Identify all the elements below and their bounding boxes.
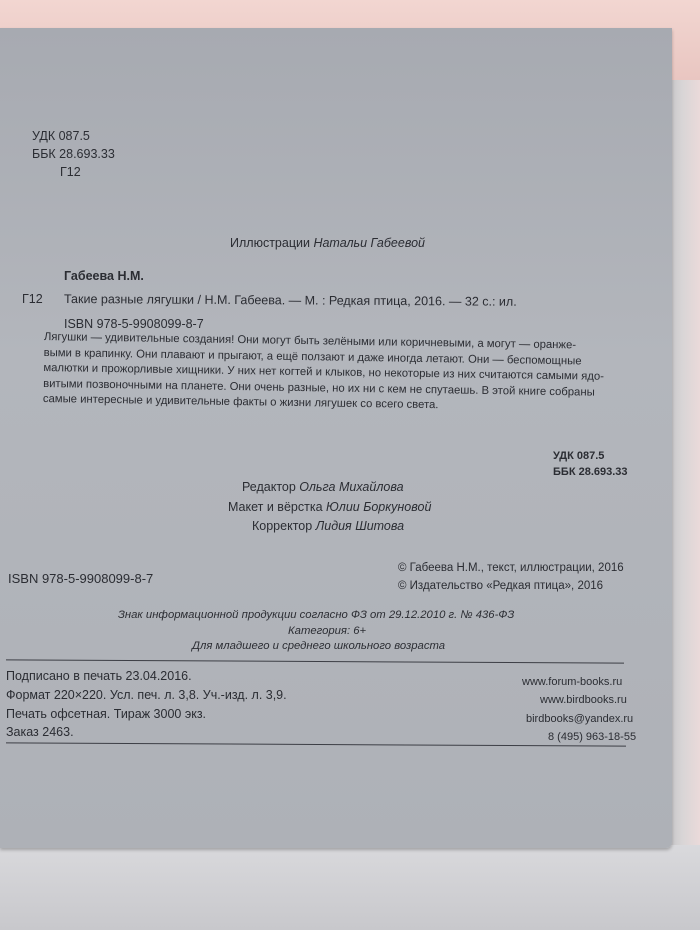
proofreader-name: Лидия Шитова xyxy=(315,519,405,533)
contact-website: www.birdbooks.ru xyxy=(540,694,627,706)
divider-top xyxy=(6,659,624,663)
layout-role: Макет и вёрстка xyxy=(228,500,323,514)
imprint-line: Формат 220×220. Усл. печ. л. 3,8. Уч.-изд. л. 3,9. xyxy=(6,688,287,702)
proofreader-role: Корректор xyxy=(252,519,313,533)
copyright-line: © Габеева Н.М., текст, иллюстрации, 2016 xyxy=(398,562,624,574)
divider-bottom xyxy=(6,742,626,746)
author-mark: Г12 xyxy=(60,165,81,179)
bibliographic-record: Такие разные лягушки / Н.М. Габеева. — М. : Редкая птица, 2016. — 32 с.: ил. xyxy=(63,292,517,309)
isbn-bottom: ISBN 978-5-9908099-8-7 xyxy=(8,571,154,586)
info-mark-age: Для младшего и среднего школьного возраста xyxy=(192,640,446,652)
annotation-line: выми в крапинку. Они плавают и прыгают, а ещё ползают и даже иногда летают. Они — беспомощные xyxy=(43,346,582,367)
copyright-line: © Издательство «Редкая птица», 2016 xyxy=(398,580,604,592)
udk-code-right: УДК 087.5 xyxy=(553,450,605,462)
illustrations-credit xyxy=(230,236,425,251)
contact-phone: 8 (495) 963-18-55 xyxy=(548,731,637,743)
background-table xyxy=(0,845,700,930)
layout-name: Юлии Боркуновой xyxy=(326,500,432,514)
annotation-line: Лягушки — удивительные создания! Они могут быть зелёными или коричневыми, а могут — оранже- xyxy=(43,330,577,352)
annotation-paragraph xyxy=(43,330,626,417)
record-mark: Г12 xyxy=(22,292,43,306)
contact-email: birdbooks@yandex.ru xyxy=(526,713,634,725)
layout-credit xyxy=(228,500,431,515)
editor-credit xyxy=(242,480,404,495)
imprint-line: Подписано в печать 23.04.2016. xyxy=(6,669,192,683)
bbk-code-right: ББК 28.693.33 xyxy=(553,466,628,478)
info-mark-category: Категория: 6+ xyxy=(288,625,367,637)
author-name: Габеева Н.М. xyxy=(64,269,144,283)
annotation-line: витыми позвоночными на планете. Они очень разные, но их ни с кем не спутаешь. В этой книге собраны xyxy=(43,377,595,399)
isbn-record: ISBN 978-5-9908099-8-7 xyxy=(64,317,204,331)
book-page xyxy=(0,28,672,848)
annotation-line: малютки и прожорливые хищники. У них нет когтей и клыков, но некоторые из них считаются самыми ядо- xyxy=(43,361,605,383)
imprint-line: Печать офсетная. Тираж 3000 экз. xyxy=(6,707,207,721)
annotation-line: самые интересные и удивительные факты о жизни лягушек со всего света. xyxy=(42,392,439,412)
illustrator-name: Натальи Габеевой xyxy=(313,236,425,250)
contact-website: www.forum-books.ru xyxy=(522,676,623,688)
editor-name: Ольга Михайлова xyxy=(299,480,404,494)
udk-code: УДК 087.5 xyxy=(32,129,90,143)
proofreader-credit xyxy=(252,519,404,534)
imprint-line: Заказ 2463. xyxy=(6,725,74,739)
illustrations-prefix: Иллюстрации xyxy=(230,236,310,250)
info-mark-law: Знак информационной продукции согласно ФЗ от 29.12.2010 г. № 436-ФЗ xyxy=(118,609,515,621)
editor-role: Редактор xyxy=(242,480,296,494)
bbk-code: ББК 28.693.33 xyxy=(32,147,115,161)
